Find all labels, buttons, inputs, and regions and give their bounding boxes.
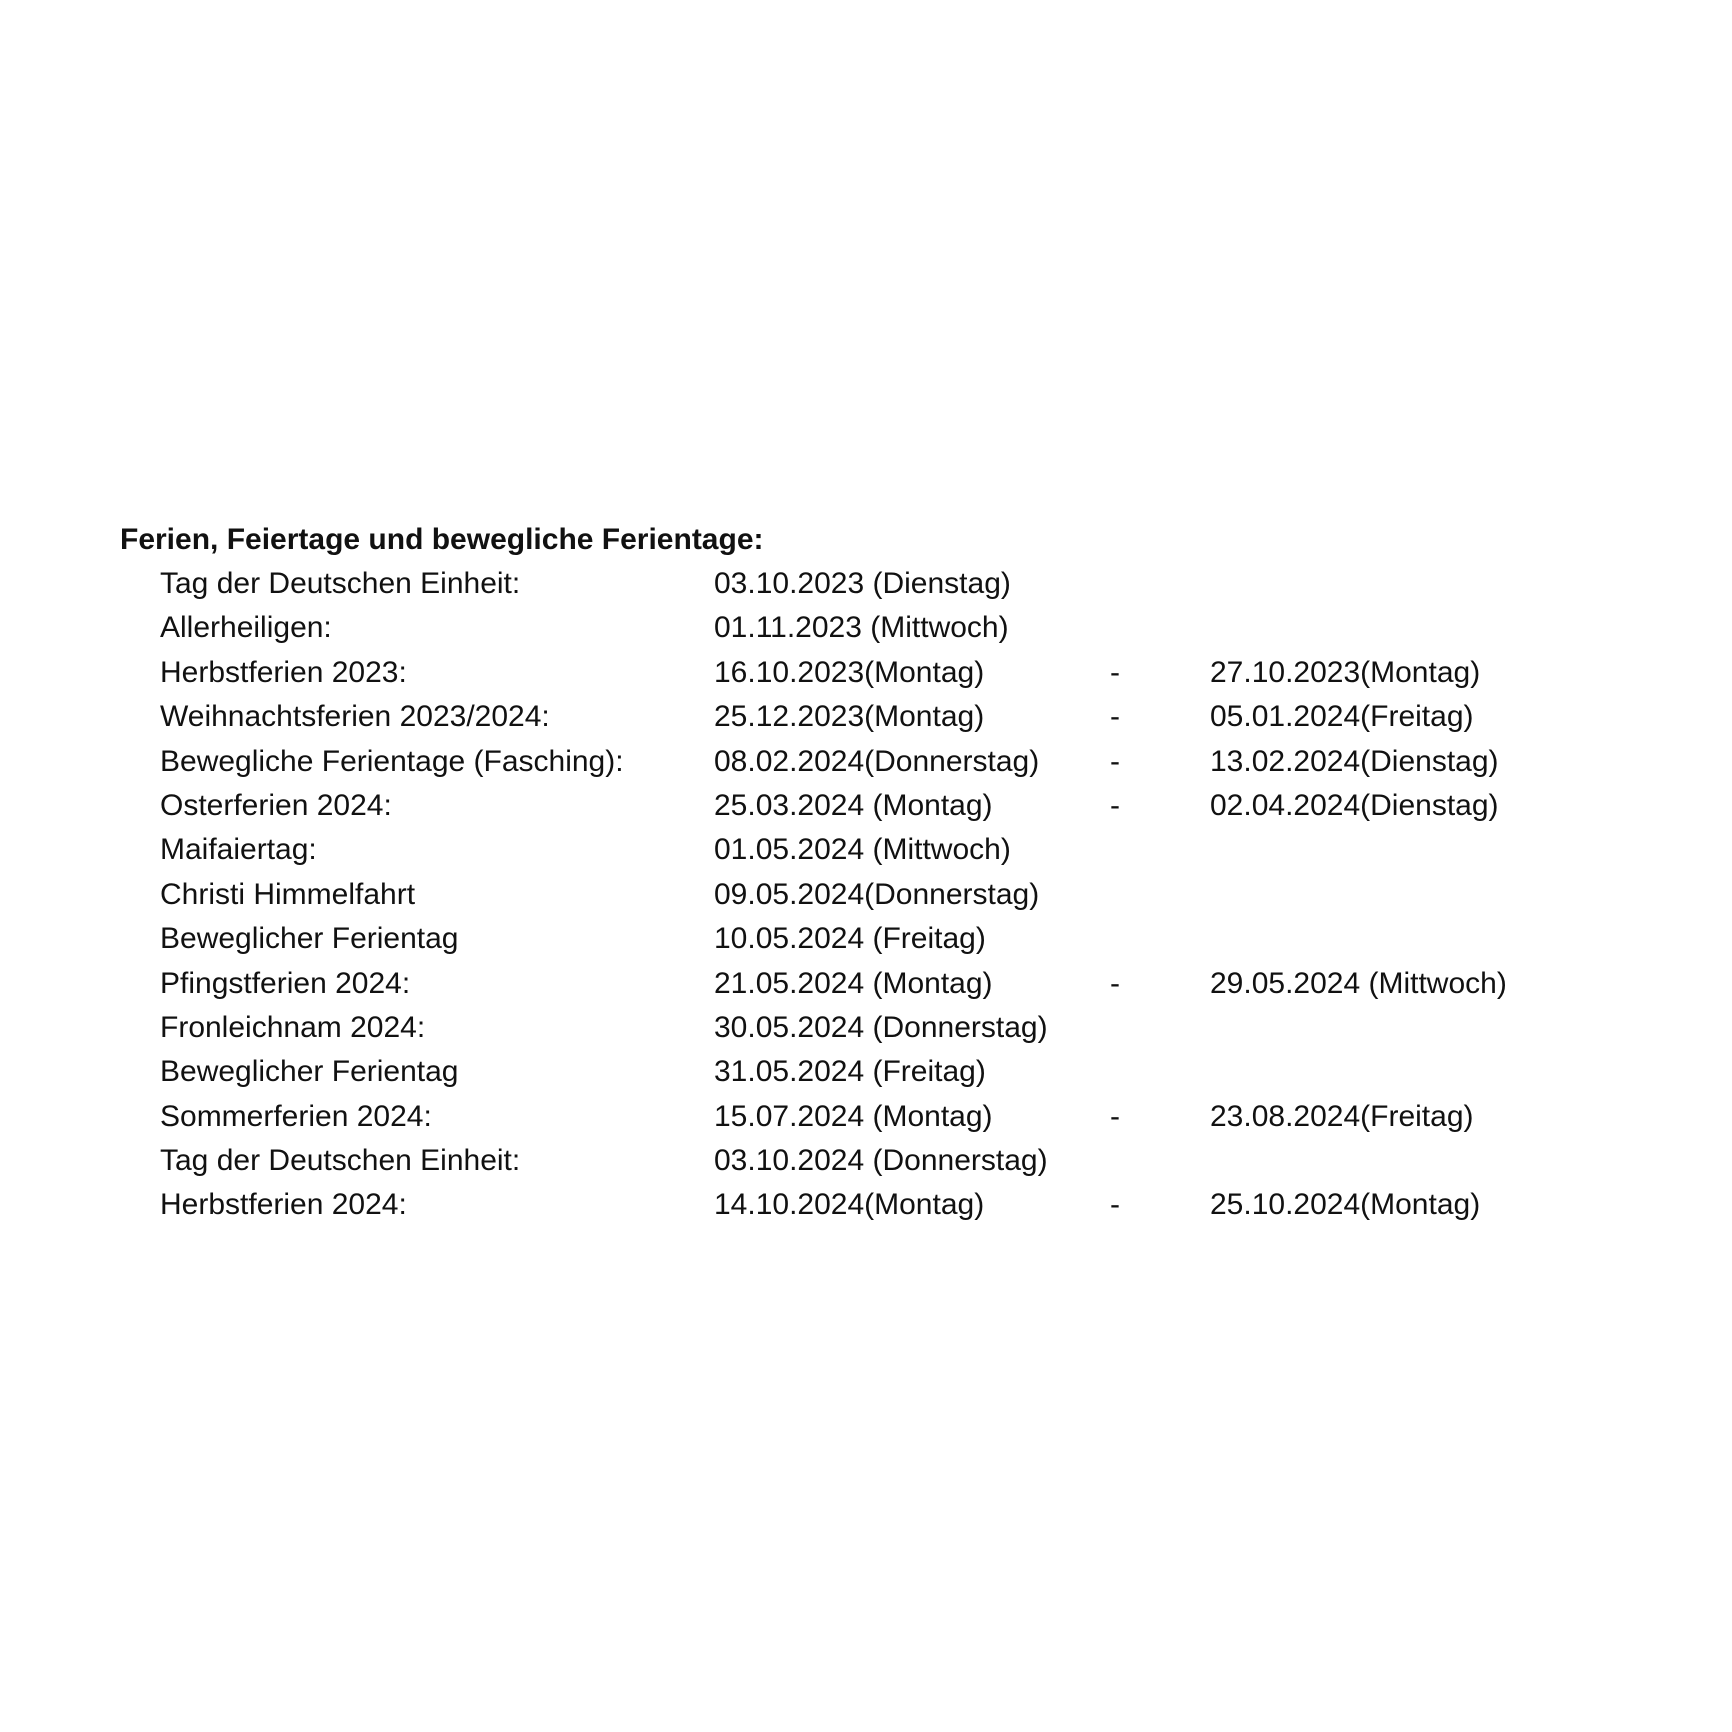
holiday-row [120,562,1620,606]
holiday-start-date: 14.10.2024(Montag) [714,1188,985,1222]
holiday-label: Allerheiligen: [160,611,332,645]
holiday-start-date: 03.10.2024 (Donnerstag) [714,1144,1048,1178]
holiday-label: Sommerferien 2024: [160,1099,432,1133]
holiday-start-date: 01.05.2024 (Mittwoch) [714,833,1011,867]
holiday-start-date: 08.02.2024(Donnerstag) [714,744,1040,778]
holiday-end-date: 23.08.2024(Freitag) [1210,1099,1474,1133]
holiday-label: Tag der Deutschen Einheit: [160,1144,521,1178]
holiday-row [120,1095,1620,1139]
holiday-range-dash: - [1110,1099,1120,1133]
holiday-range-dash: - [1110,788,1120,822]
holiday-row [120,1050,1620,1094]
holiday-row [120,740,1620,784]
holiday-row [120,1183,1620,1227]
holiday-label: Herbstferien 2024: [160,1188,407,1222]
holiday-row [120,828,1620,872]
holiday-row [120,695,1620,739]
holiday-row [120,873,1620,917]
holiday-end-date: 27.10.2023(Montag) [1210,655,1481,689]
holiday-label: Fronleichnam 2024: [160,1010,426,1044]
holiday-row [120,606,1620,650]
holiday-start-date: 09.05.2024(Donnerstag) [714,877,1040,911]
holiday-start-date: 25.12.2023(Montag) [714,700,985,734]
holiday-range-dash: - [1110,1188,1120,1222]
holiday-label: Bewegliche Ferientage (Fasching): [160,744,624,778]
document-heading: Ferien, Feiertage und bewegliche Ferientage: [120,523,764,556]
holiday-start-date: 01.11.2023 (Mittwoch) [714,611,1009,645]
holiday-start-date: 16.10.2023(Montag) [714,655,985,689]
holiday-start-date: 21.05.2024 (Montag) [714,966,993,1000]
holiday-label: Tag der Deutschen Einheit: [160,567,521,600]
holiday-document [120,518,1620,1228]
holiday-end-date: 05.01.2024(Freitag) [1210,700,1474,734]
holiday-row [120,651,1620,695]
holiday-label: Pfingstferien 2024: [160,966,411,1000]
holiday-start-date: 30.05.2024 (Donnerstag) [714,1010,1048,1044]
holiday-start-date: 15.07.2024 (Montag) [714,1099,993,1133]
holiday-label: Maifaiertag: [160,833,317,867]
holiday-end-date: 25.10.2024(Montag) [1210,1188,1481,1222]
holiday-row [120,1139,1620,1183]
holiday-label: Beweglicher Ferientag [160,1055,459,1089]
holiday-row [120,784,1620,828]
holiday-end-date: 29.05.2024 (Mittwoch) [1210,966,1507,1000]
holiday-start-date: 25.03.2024 (Montag) [714,788,993,822]
holiday-label: Weihnachtsferien 2023/2024: [160,700,550,734]
holiday-range-dash: - [1110,655,1120,689]
holiday-list [120,562,1620,1228]
holiday-range-dash: - [1110,700,1120,734]
holiday-start-date: 03.10.2023 (Dienstag) [714,567,1011,600]
holiday-row [120,917,1620,961]
holiday-start-date: 31.05.2024 (Freitag) [714,1055,986,1089]
holiday-start-date: 10.05.2024 (Freitag) [714,922,986,956]
holiday-label: Osterferien 2024: [160,788,392,822]
holiday-row [120,962,1620,1006]
holiday-label: Beweglicher Ferientag [160,922,459,956]
holiday-end-date: 02.04.2024(Dienstag) [1210,788,1499,822]
holiday-end-date: 13.02.2024(Dienstag) [1210,744,1499,778]
holiday-range-dash: - [1110,744,1120,778]
holiday-label: Herbstferien 2023: [160,655,407,689]
holiday-row [120,1006,1620,1050]
holiday-range-dash: - [1110,966,1120,1000]
holiday-label: Christi Himmelfahrt [160,877,416,911]
